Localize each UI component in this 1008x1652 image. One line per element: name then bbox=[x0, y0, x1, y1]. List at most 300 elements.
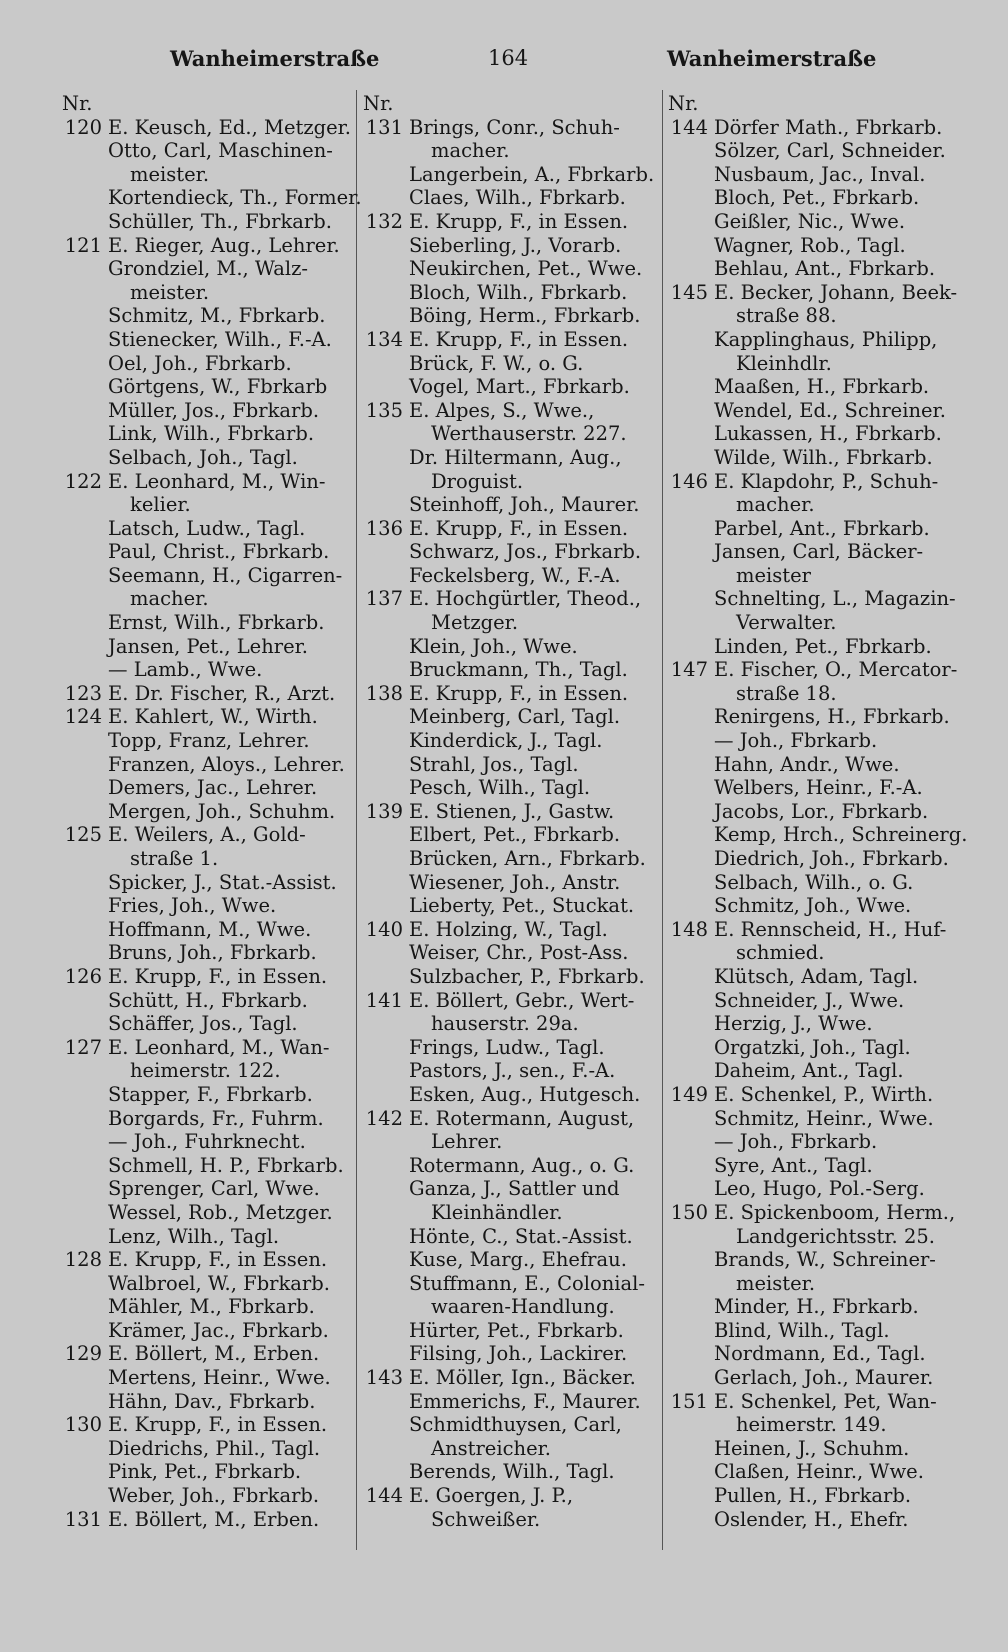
resident-text: Strahl, Jos., Tagl. bbox=[409, 752, 579, 776]
resident-text: straße 88. bbox=[736, 304, 837, 328]
directory-entry-line bbox=[62, 210, 362, 234]
house-number bbox=[363, 871, 409, 895]
house-number bbox=[668, 493, 714, 517]
house-number: 122 bbox=[64, 469, 102, 493]
resident-text: E. Hochgürtler, Theod., bbox=[409, 587, 642, 611]
directory-entry-line bbox=[668, 564, 978, 588]
resident-text: E. Krupp, F., in Essen. bbox=[108, 964, 328, 988]
house-number bbox=[668, 965, 714, 989]
house-number bbox=[62, 1484, 108, 1508]
directory-entry-line bbox=[62, 1012, 362, 1036]
resident-text: Dörfer Math., Fbrkarb. bbox=[714, 115, 943, 139]
house-number bbox=[62, 658, 108, 682]
house-number bbox=[363, 1390, 409, 1414]
directory-entry-line bbox=[668, 611, 978, 635]
house-number bbox=[363, 941, 409, 965]
resident-text: Bloch, Wilh., Fbrkarb. bbox=[409, 280, 628, 304]
house-number bbox=[62, 1366, 108, 1390]
house-number bbox=[363, 1036, 409, 1060]
directory-entry-line bbox=[668, 1059, 978, 1083]
directory-entry-line bbox=[62, 352, 362, 376]
house-number bbox=[363, 1130, 409, 1154]
directory-entry-line bbox=[62, 611, 362, 635]
house-number bbox=[363, 611, 409, 635]
house-number bbox=[668, 1413, 714, 1437]
resident-text: Orgatzki, Joh., Tagl. bbox=[714, 1035, 911, 1059]
house-number bbox=[363, 163, 409, 187]
resident-text: Hoffmann, M., Wwe. bbox=[108, 917, 312, 941]
directory-entry-line bbox=[363, 847, 655, 871]
house-number: 146 bbox=[670, 469, 708, 493]
house-number bbox=[62, 1130, 108, 1154]
directory-entry-line bbox=[363, 918, 655, 942]
resident-text: kelier. bbox=[130, 493, 191, 517]
directory-entry-line bbox=[62, 1130, 362, 1154]
resident-text: meister. bbox=[130, 162, 210, 186]
house-number bbox=[62, 1295, 108, 1319]
resident-text: Walbroel, W., Fbrkarb. bbox=[108, 1271, 330, 1295]
house-number bbox=[668, 1107, 714, 1131]
directory-entry-line bbox=[62, 871, 362, 895]
directory-entry-line bbox=[363, 399, 655, 423]
directory-entry-line bbox=[668, 163, 978, 187]
directory-entry-line bbox=[62, 139, 362, 163]
house-number: 148 bbox=[670, 917, 708, 941]
resident-text: Neukirchen, Pet., Wwe. bbox=[409, 257, 643, 281]
resident-text: E. Becker, Johann, Beek- bbox=[714, 280, 958, 304]
resident-text: Verwalter. bbox=[736, 611, 837, 635]
directory-entry-line bbox=[668, 116, 978, 140]
resident-text: Kleinhdlr. bbox=[736, 351, 832, 375]
directory-entry-line bbox=[668, 776, 978, 800]
resident-text: Jacobs, Lor., Fbrkarb. bbox=[714, 799, 929, 823]
resident-text: Stuffmann, E., Colonial- bbox=[409, 1271, 645, 1295]
directory-entry-line bbox=[668, 965, 978, 989]
resident-text: Pesch, Wilh., Tagl. bbox=[409, 776, 591, 800]
resident-text: Wessel, Rob., Metzger. bbox=[108, 1200, 333, 1224]
house-number bbox=[62, 257, 108, 281]
directory-entry-line bbox=[62, 540, 362, 564]
house-number bbox=[363, 658, 409, 682]
directory-entry-line bbox=[668, 800, 978, 824]
resident-text: Klütsch, Adam, Tagl. bbox=[714, 964, 919, 988]
resident-text: E. Stienen, J., Gastw. bbox=[409, 799, 615, 823]
directory-entry-line bbox=[668, 1342, 978, 1366]
house-number bbox=[363, 1012, 409, 1036]
house-number bbox=[62, 517, 108, 541]
house-number bbox=[363, 1342, 409, 1366]
directory-entry-line bbox=[363, 965, 655, 989]
directory-entry-line bbox=[62, 1484, 362, 1508]
house-number bbox=[668, 1225, 714, 1249]
directory-entry-line bbox=[363, 210, 655, 234]
directory-entry-line bbox=[668, 1201, 978, 1225]
resident-text: waaren-Handlung. bbox=[431, 1295, 615, 1319]
resident-text: E. Krupp, F., in Essen. bbox=[409, 681, 629, 705]
directory-entry-line bbox=[363, 139, 655, 163]
resident-text: Dr. Hiltermann, Aug., bbox=[409, 445, 622, 469]
resident-text: schmied. bbox=[736, 941, 825, 965]
resident-text: Daheim, Ant., Tagl. bbox=[714, 1059, 904, 1083]
house-number: 134 bbox=[365, 327, 403, 351]
house-number bbox=[668, 1460, 714, 1484]
directory-entry-line bbox=[668, 753, 978, 777]
house-number bbox=[363, 1059, 409, 1083]
nr-label: Nr. bbox=[62, 92, 93, 115]
running-head-right: Wanheimerstraße bbox=[667, 46, 877, 71]
directory-entry-line bbox=[363, 1130, 655, 1154]
house-number bbox=[62, 894, 108, 918]
directory-entry-line bbox=[62, 1319, 362, 1343]
resident-text: Brings, Conr., Schuh- bbox=[409, 115, 620, 139]
directory-entry-line bbox=[62, 116, 362, 140]
house-number bbox=[62, 1437, 108, 1461]
resident-text: straße 1. bbox=[130, 847, 219, 870]
resident-text: Welbers, Heinr., F.-A. bbox=[714, 776, 923, 800]
house-number bbox=[668, 941, 714, 965]
house-number: 143 bbox=[365, 1366, 403, 1390]
resident-text: Hönte, C., Stat.-Assist. bbox=[409, 1224, 633, 1248]
directory-entry-line bbox=[363, 1272, 655, 1296]
resident-text: — Lamb., Wwe. bbox=[108, 658, 263, 682]
resident-text: meister bbox=[736, 563, 811, 587]
house-number bbox=[363, 753, 409, 777]
resident-text: E. Krupp, F., in Essen. bbox=[409, 516, 629, 540]
house-number bbox=[363, 1154, 409, 1178]
resident-text: E. Leonhard, M., Win- bbox=[108, 469, 326, 493]
directory-entry-line bbox=[62, 564, 362, 588]
house-number bbox=[363, 446, 409, 470]
house-number: 127 bbox=[64, 1035, 102, 1059]
resident-text: Sprenger, Carl, Wwe. bbox=[108, 1177, 320, 1201]
house-number bbox=[62, 635, 108, 659]
house-number: 136 bbox=[365, 516, 403, 540]
house-number bbox=[62, 847, 108, 871]
resident-text: Renirgens, H., Fbrkarb. bbox=[714, 705, 950, 729]
resident-text: Grondziel, M., Walz- bbox=[108, 257, 308, 281]
directory-entry-line bbox=[668, 1012, 978, 1036]
resident-text: Latsch, Ludw., Tagl. bbox=[108, 516, 306, 540]
house-number bbox=[668, 352, 714, 376]
resident-text: Weiser, Chr., Post-Ass. bbox=[409, 941, 629, 965]
house-number: 131 bbox=[365, 115, 403, 139]
house-number: 135 bbox=[365, 398, 403, 422]
house-number bbox=[363, 564, 409, 588]
directory-entry-line bbox=[62, 1295, 362, 1319]
house-number bbox=[363, 304, 409, 328]
directory-entry-line bbox=[62, 1201, 362, 1225]
column-3 bbox=[668, 92, 978, 1531]
house-number: 145 bbox=[670, 280, 708, 304]
directory-entry-line bbox=[668, 1130, 978, 1154]
house-number: 121 bbox=[64, 233, 102, 257]
resident-text: Syre, Ant., Tagl. bbox=[714, 1153, 873, 1177]
resident-text: Linden, Pet., Fbrkarb. bbox=[714, 634, 932, 658]
house-number bbox=[668, 682, 714, 706]
house-number bbox=[62, 210, 108, 234]
directory-entry-line bbox=[62, 587, 362, 611]
resident-text: Schüller, Th., Fbrkarb. bbox=[108, 209, 332, 233]
house-number bbox=[62, 1059, 108, 1083]
nr-label: Nr. bbox=[363, 92, 394, 115]
directory-entry-line bbox=[363, 658, 655, 682]
resident-text: Hähn, Dav., Fbrkarb. bbox=[108, 1389, 316, 1413]
resident-text: Diedrichs, Phil., Tagl. bbox=[108, 1436, 321, 1460]
directory-entry-line bbox=[668, 1154, 978, 1178]
directory-entry-line bbox=[363, 540, 655, 564]
resident-text: Schmitz, Joh., Wwe. bbox=[714, 894, 912, 918]
house-number bbox=[668, 1508, 714, 1532]
directory-entry-line bbox=[668, 399, 978, 423]
directory-entry-line bbox=[62, 257, 362, 281]
directory-entry-line bbox=[363, 1295, 655, 1319]
column-1 bbox=[62, 92, 362, 1531]
resident-text: E. Schenkel, Pet, Wan- bbox=[714, 1389, 937, 1413]
resident-text: Rotermann, Aug., o. G. bbox=[409, 1153, 635, 1177]
house-number bbox=[668, 847, 714, 871]
page-number: 164 bbox=[488, 46, 529, 70]
house-number bbox=[62, 186, 108, 210]
resident-text: Kemp, Hrch., Schreinerg. bbox=[714, 823, 968, 847]
house-number bbox=[668, 1366, 714, 1390]
house-number: 137 bbox=[365, 587, 403, 611]
house-number bbox=[363, 540, 409, 564]
resident-text: — Joh., Fbrkarb. bbox=[714, 729, 878, 753]
directory-entry-line bbox=[668, 1272, 978, 1296]
directory-entry-line bbox=[363, 1177, 655, 1201]
house-number bbox=[363, 139, 409, 163]
house-number bbox=[363, 635, 409, 659]
house-number bbox=[668, 1154, 714, 1178]
resident-text: Wagner, Rob., Tagl. bbox=[714, 233, 906, 257]
resident-text: Hürter, Pet., Fbrkarb. bbox=[409, 1318, 624, 1342]
directory-entry-line bbox=[668, 139, 978, 163]
directory-entry-line bbox=[62, 1177, 362, 1201]
house-number: 149 bbox=[670, 1082, 708, 1106]
resident-text: meister. bbox=[130, 280, 210, 304]
directory-entry-line bbox=[363, 186, 655, 210]
directory-entry-line bbox=[62, 658, 362, 682]
house-number bbox=[62, 304, 108, 328]
directory-entry-line bbox=[62, 422, 362, 446]
resident-text: E. Böllert, M., Erben. bbox=[108, 1342, 320, 1366]
house-number bbox=[668, 446, 714, 470]
house-number bbox=[62, 753, 108, 777]
directory-entry-line bbox=[668, 941, 978, 965]
house-number bbox=[62, 352, 108, 376]
directory-entry-line bbox=[363, 375, 655, 399]
resident-text: Oel, Joh., Fbrkarb. bbox=[108, 351, 292, 375]
resident-text: E. Krupp, F., in Essen. bbox=[409, 327, 629, 351]
house-number bbox=[62, 587, 108, 611]
directory-entry-line bbox=[363, 1484, 655, 1508]
house-number bbox=[668, 1295, 714, 1319]
directory-entry-line bbox=[363, 1319, 655, 1343]
resident-text: Sieberling, J., Vorarb. bbox=[409, 233, 622, 257]
directory-entry-line bbox=[62, 776, 362, 800]
resident-text: Wiesener, Joh., Anstr. bbox=[409, 870, 621, 894]
directory-entry-line bbox=[62, 1154, 362, 1178]
directory-entry-line bbox=[668, 422, 978, 446]
resident-text: Schweißer. bbox=[431, 1507, 541, 1531]
directory-entry-line bbox=[363, 446, 655, 470]
resident-text: Brands, W., Schreiner- bbox=[714, 1248, 936, 1272]
house-number: 124 bbox=[64, 705, 102, 729]
resident-text: Steinhoff, Joh., Maurer. bbox=[409, 493, 640, 517]
house-number bbox=[363, 352, 409, 376]
directory-entry-line bbox=[62, 234, 362, 258]
directory-entry-line bbox=[668, 635, 978, 659]
house-number bbox=[363, 493, 409, 517]
directory-entry-line bbox=[62, 1272, 362, 1296]
directory-entry-line bbox=[668, 1248, 978, 1272]
resident-text: Ernst, Wilh., Fbrkarb. bbox=[108, 611, 325, 635]
resident-text: E. Rieger, Aug., Lehrer. bbox=[108, 233, 340, 257]
directory-entry-line bbox=[62, 1107, 362, 1131]
directory-entry-line bbox=[363, 470, 655, 494]
house-number bbox=[363, 234, 409, 258]
house-number bbox=[363, 776, 409, 800]
resident-text: Pullen, H., Fbrkarb. bbox=[714, 1484, 912, 1508]
resident-text: Brück, F. W., o. G. bbox=[409, 351, 584, 375]
directory-entry-line bbox=[62, 517, 362, 541]
directory-entry-line bbox=[668, 1107, 978, 1131]
resident-text: Selbach, Wilh., o. G. bbox=[714, 870, 914, 894]
directory-entry-line bbox=[363, 1366, 655, 1390]
house-number bbox=[363, 965, 409, 989]
directory-entry-line bbox=[62, 965, 362, 989]
directory-entry-line bbox=[363, 1201, 655, 1225]
house-number bbox=[363, 470, 409, 494]
house-number bbox=[363, 1201, 409, 1225]
resident-text: Meinberg, Carl, Tagl. bbox=[409, 705, 621, 729]
house-number bbox=[668, 1036, 714, 1060]
directory-entry-line bbox=[62, 446, 362, 470]
resident-text: E. Rotermann, August, bbox=[409, 1106, 635, 1130]
directory-entry-line bbox=[62, 635, 362, 659]
directory-entry-line bbox=[363, 517, 655, 541]
resident-text: Bruckmann, Th., Tagl. bbox=[409, 658, 628, 682]
resident-text: E. Goergen, J. P., bbox=[409, 1484, 574, 1508]
directory-entry-line bbox=[363, 1508, 655, 1532]
resident-text: Frings, Ludw., Tagl. bbox=[409, 1035, 605, 1059]
directory-entry-line bbox=[62, 1508, 362, 1532]
house-number: 130 bbox=[64, 1413, 102, 1437]
directory-entry-line bbox=[363, 989, 655, 1013]
resident-text: Herzig, J., Wwe. bbox=[714, 1012, 873, 1036]
resident-text: E. Krupp, F., in Essen. bbox=[108, 1248, 328, 1272]
resident-text: Nusbaum, Jac., Inval. bbox=[714, 162, 926, 186]
nr-label: Nr. bbox=[668, 92, 699, 115]
directory-entry-line bbox=[62, 281, 362, 305]
resident-text: Sölzer, Carl, Schneider. bbox=[714, 139, 946, 163]
house-number: 131 bbox=[64, 1507, 102, 1531]
directory-entry-line bbox=[62, 1248, 362, 1272]
resident-text: Lukassen, H., Fbrkarb. bbox=[714, 422, 942, 446]
directory-entry-line bbox=[668, 894, 978, 918]
directory-entry-line bbox=[363, 328, 655, 352]
directory-entry-line bbox=[363, 234, 655, 258]
resident-text: heimerstr. 149. bbox=[736, 1413, 887, 1437]
directory-entry-line bbox=[62, 823, 362, 847]
house-number bbox=[363, 1295, 409, 1319]
resident-text: Oslender, H., Ehefr. bbox=[714, 1507, 909, 1531]
house-number bbox=[668, 234, 714, 258]
directory-entry-line bbox=[668, 446, 978, 470]
house-number bbox=[363, 1248, 409, 1272]
directory-entry-line bbox=[62, 470, 362, 494]
directory-entry-line bbox=[62, 304, 362, 328]
directory-entry-line bbox=[62, 399, 362, 423]
resident-text: Minder, H., Fbrkarb. bbox=[714, 1295, 919, 1319]
resident-text: E. Schenkel, P., Wirth. bbox=[714, 1082, 934, 1106]
resident-text: Kinderdick, J., Tagl. bbox=[409, 729, 603, 753]
resident-text: Jansen, Carl, Bäcker- bbox=[714, 540, 924, 564]
directory-entry-line bbox=[668, 1366, 978, 1390]
directory-entry-line bbox=[668, 540, 978, 564]
resident-text: Paul, Christ., Fbrkarb. bbox=[108, 540, 330, 564]
house-number bbox=[62, 1272, 108, 1296]
resident-text: E. Böllert, Gebr., Wert- bbox=[409, 988, 635, 1012]
house-number bbox=[62, 422, 108, 446]
resident-text: E. Alpes, S., Wwe., bbox=[409, 398, 595, 422]
house-number bbox=[62, 139, 108, 163]
house-number: 128 bbox=[64, 1248, 102, 1272]
resident-text: Schmidthuysen, Carl, bbox=[409, 1413, 622, 1437]
column-divider bbox=[662, 90, 663, 1550]
directory-entry-line bbox=[62, 1366, 362, 1390]
house-number bbox=[62, 163, 108, 187]
resident-text: Pastors, J., sen., F.-A. bbox=[409, 1059, 616, 1083]
directory-entry-line bbox=[62, 847, 362, 871]
directory-entry-line bbox=[363, 422, 655, 446]
house-number bbox=[668, 139, 714, 163]
house-number bbox=[668, 776, 714, 800]
resident-text: E. Klapdohr, P., Schuh- bbox=[714, 469, 939, 493]
resident-text: Mergen, Joh., Schuhm. bbox=[108, 799, 336, 823]
resident-text: Brücken, Arn., Fbrkarb. bbox=[409, 847, 646, 870]
house-number: 144 bbox=[670, 115, 708, 139]
directory-entry-line bbox=[363, 753, 655, 777]
house-number bbox=[668, 1012, 714, 1036]
directory-entry-line bbox=[62, 1036, 362, 1060]
directory-entry-line bbox=[62, 1390, 362, 1414]
directory-entry-line bbox=[363, 1342, 655, 1366]
house-number bbox=[668, 635, 714, 659]
directory-entry-line bbox=[62, 753, 362, 777]
directory-entry-line bbox=[62, 729, 362, 753]
resident-text: E. Spickenboom, Herm., bbox=[714, 1200, 956, 1224]
house-number bbox=[668, 540, 714, 564]
resident-text: Mertens, Heinr., Wwe. bbox=[108, 1366, 331, 1390]
directory-entry-line bbox=[668, 210, 978, 234]
house-number bbox=[363, 1177, 409, 1201]
resident-text: Fries, Joh., Wwe. bbox=[108, 894, 277, 918]
resident-text: Görtgens, W., Fbrkarb bbox=[108, 375, 328, 399]
house-number bbox=[668, 564, 714, 588]
house-number bbox=[363, 257, 409, 281]
directory-entry-line bbox=[363, 352, 655, 376]
house-number bbox=[363, 729, 409, 753]
house-number bbox=[62, 918, 108, 942]
directory-entry-line bbox=[668, 682, 978, 706]
directory-entry-line bbox=[62, 941, 362, 965]
resident-text: Behlau, Ant., Fbrkarb. bbox=[714, 257, 936, 281]
directory-entry-line bbox=[668, 587, 978, 611]
resident-text: macher. bbox=[736, 493, 815, 517]
resident-text: Ganza, J., Sattler und bbox=[409, 1177, 620, 1201]
house-number bbox=[363, 1508, 409, 1532]
